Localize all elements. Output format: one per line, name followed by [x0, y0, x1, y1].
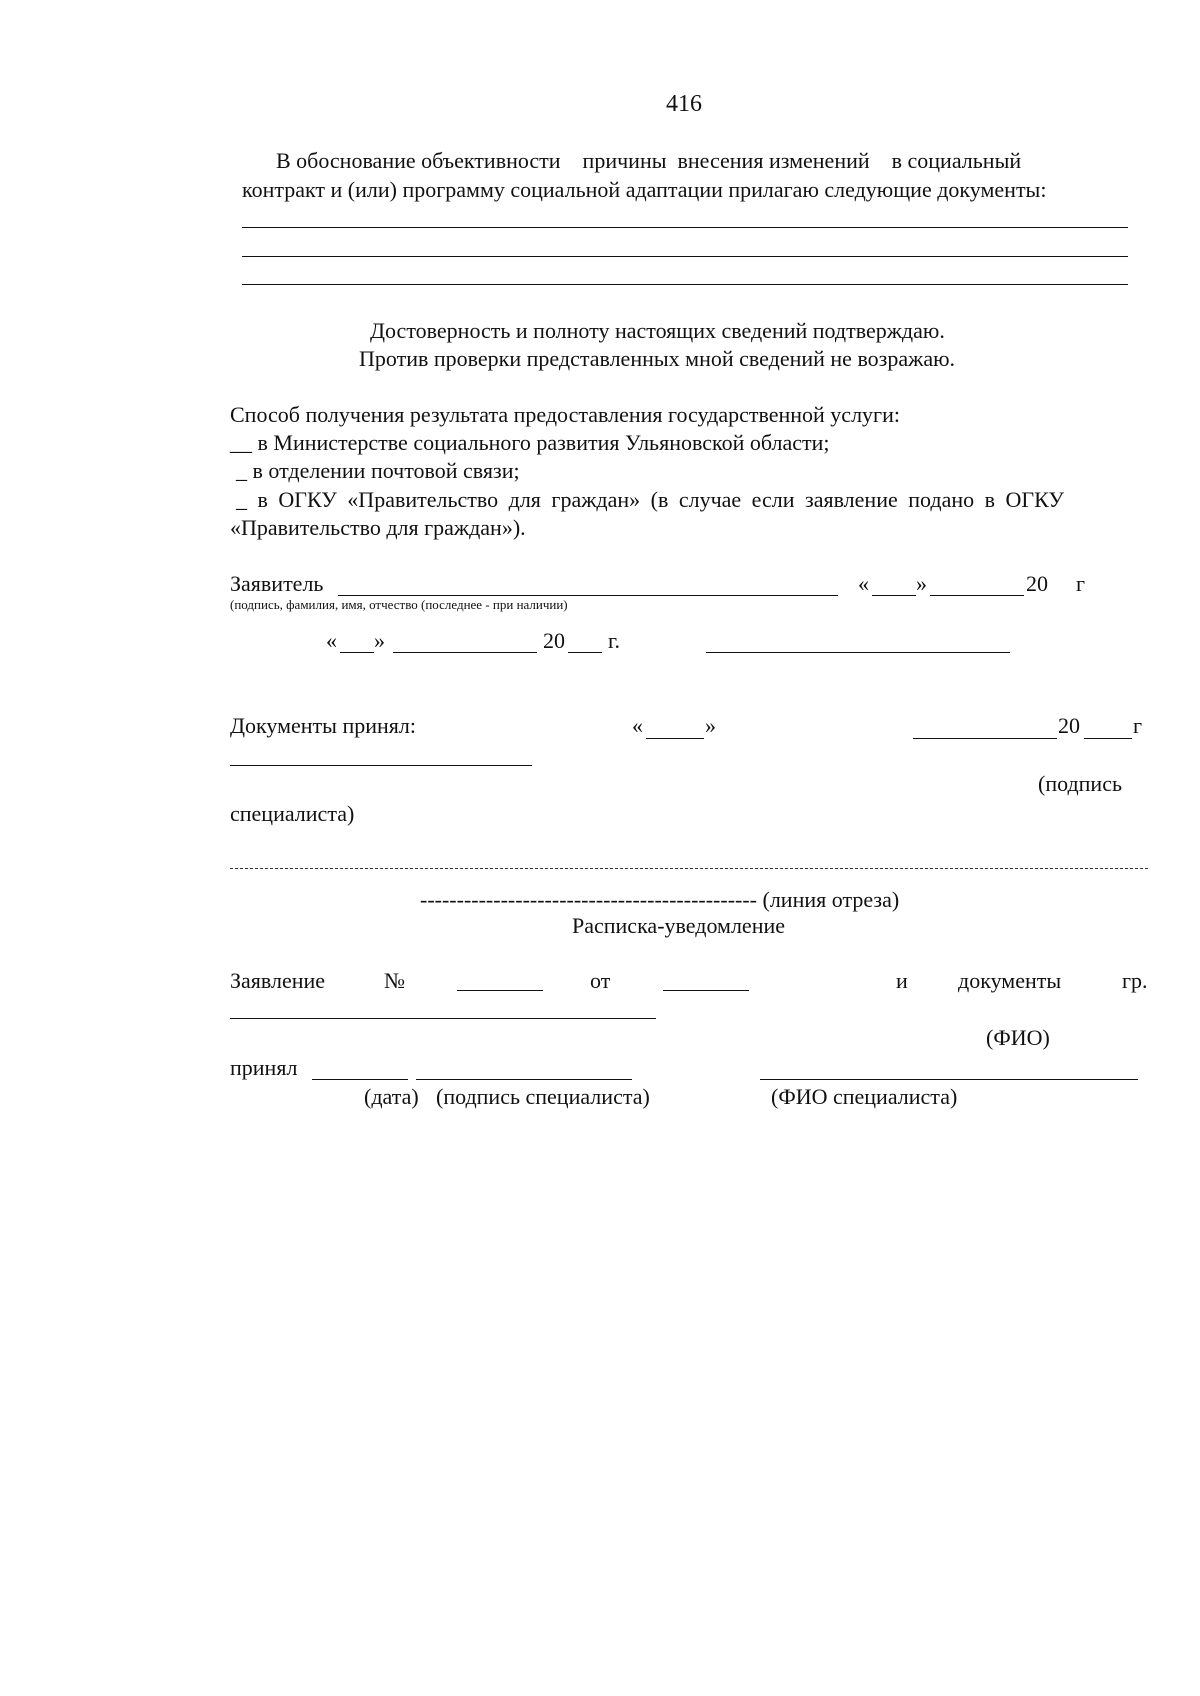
- delivery-option-post[interactable]: _ в отделении почтовой связи;: [236, 458, 520, 483]
- second-year-suffix: г.: [608, 628, 621, 653]
- receipt-word-number: №: [384, 968, 405, 993]
- accepted-signature-caption-2: специалиста): [230, 801, 355, 826]
- receipt-accepted-label: принял: [230, 1055, 298, 1080]
- applicant-date-open: «: [858, 571, 869, 596]
- receipt-word-and: и: [896, 968, 908, 993]
- accepted-year-suffix: г: [1133, 713, 1143, 738]
- second-month-line[interactable]: [393, 652, 537, 653]
- applicant-month-line[interactable]: [930, 595, 1024, 596]
- cut-line-label: ---------------------------------------------- (линия отреза): [420, 887, 900, 912]
- receipt-title: Расписка-уведомление: [572, 913, 786, 938]
- applicant-year-suffix: г: [1076, 571, 1086, 596]
- receipt-accepted-date-line[interactable]: [312, 1079, 408, 1080]
- accepted-date-open: «: [632, 713, 643, 738]
- second-date-close: »: [374, 628, 385, 653]
- page-number: 416: [666, 91, 702, 117]
- applicant-label: Заявитель: [230, 571, 324, 596]
- justification-line-2: контракт и (или) программу социальной адаптации прилагаю следующие документы:: [242, 177, 1047, 202]
- confirmation-line-2: Против проверки представленных мной сведений не возражаю.: [359, 346, 956, 371]
- receipt-signature-caption: (подпись специалиста): [436, 1084, 650, 1109]
- receipt-citizen-fio-line[interactable]: [230, 1018, 656, 1019]
- receipt-specialist-fio-caption: (ФИО специалиста): [771, 1084, 958, 1109]
- applicant-day-line[interactable]: [872, 595, 916, 596]
- cut-line: [230, 868, 1148, 869]
- receipt-accepted-signature-line[interactable]: [416, 1079, 632, 1080]
- receipt-date-line[interactable]: [663, 990, 749, 991]
- applicant-signature-line[interactable]: [338, 595, 838, 596]
- second-day-line[interactable]: [340, 652, 374, 653]
- accepted-label: Документы принял:: [230, 713, 416, 738]
- applicant-date-close: »: [916, 571, 927, 596]
- second-date-open: «: [326, 628, 337, 653]
- receipt-word-documents: документы: [958, 968, 1062, 993]
- second-year-line[interactable]: [568, 652, 602, 653]
- documents-blank-line-1[interactable]: [242, 227, 1128, 228]
- accepted-year-line[interactable]: [1084, 738, 1132, 739]
- applicant-caption: (подпись, фамилия, имя, отчество (последнее - при наличии): [230, 597, 568, 612]
- accepted-date-close: »: [705, 713, 716, 738]
- delivery-option-ogku[interactable]: _ в ОГКУ «Правительство для граждан» (в случае если заявление подано в ОГКУ: [236, 487, 1064, 512]
- receipt-word-application: Заявление: [230, 968, 326, 993]
- delivery-option-ministry[interactable]: __ в Министерстве социального развития Ульяновской области;: [230, 430, 830, 455]
- receipt-fio-caption: (ФИО): [986, 1025, 1050, 1050]
- second-year: 20: [543, 628, 565, 653]
- receipt-specialist-fio-line[interactable]: [760, 1079, 1138, 1080]
- receipt-word-from: от: [590, 968, 611, 993]
- documents-blank-line-2[interactable]: [242, 256, 1128, 257]
- accepted-signature-caption-1: (подпись: [1038, 771, 1123, 796]
- applicant-year: 20: [1026, 571, 1048, 596]
- accepted-day-line[interactable]: [646, 738, 704, 739]
- delivery-option-ogku-cont: «Правительство для граждан»).: [230, 515, 526, 540]
- receipt-number-line[interactable]: [457, 990, 543, 991]
- accepted-month-line[interactable]: [913, 738, 1057, 739]
- documents-blank-line-3[interactable]: [242, 284, 1128, 285]
- receipt-date-caption: (дата): [364, 1084, 419, 1109]
- second-signature-line[interactable]: [706, 652, 1010, 653]
- delivery-heading: Способ получения результата предоставления государственной услуги:: [230, 402, 900, 427]
- receipt-word-citizen: гр.: [1122, 968, 1148, 993]
- confirmation-line-1: Достоверность и полноту настоящих сведений подтверждаю.: [370, 318, 945, 343]
- accepted-year: 20: [1058, 713, 1080, 738]
- justification-line-1: В обоснование объективности причины внесения изменений в социальный: [276, 148, 1022, 173]
- accepted-signature-line[interactable]: [230, 765, 532, 766]
